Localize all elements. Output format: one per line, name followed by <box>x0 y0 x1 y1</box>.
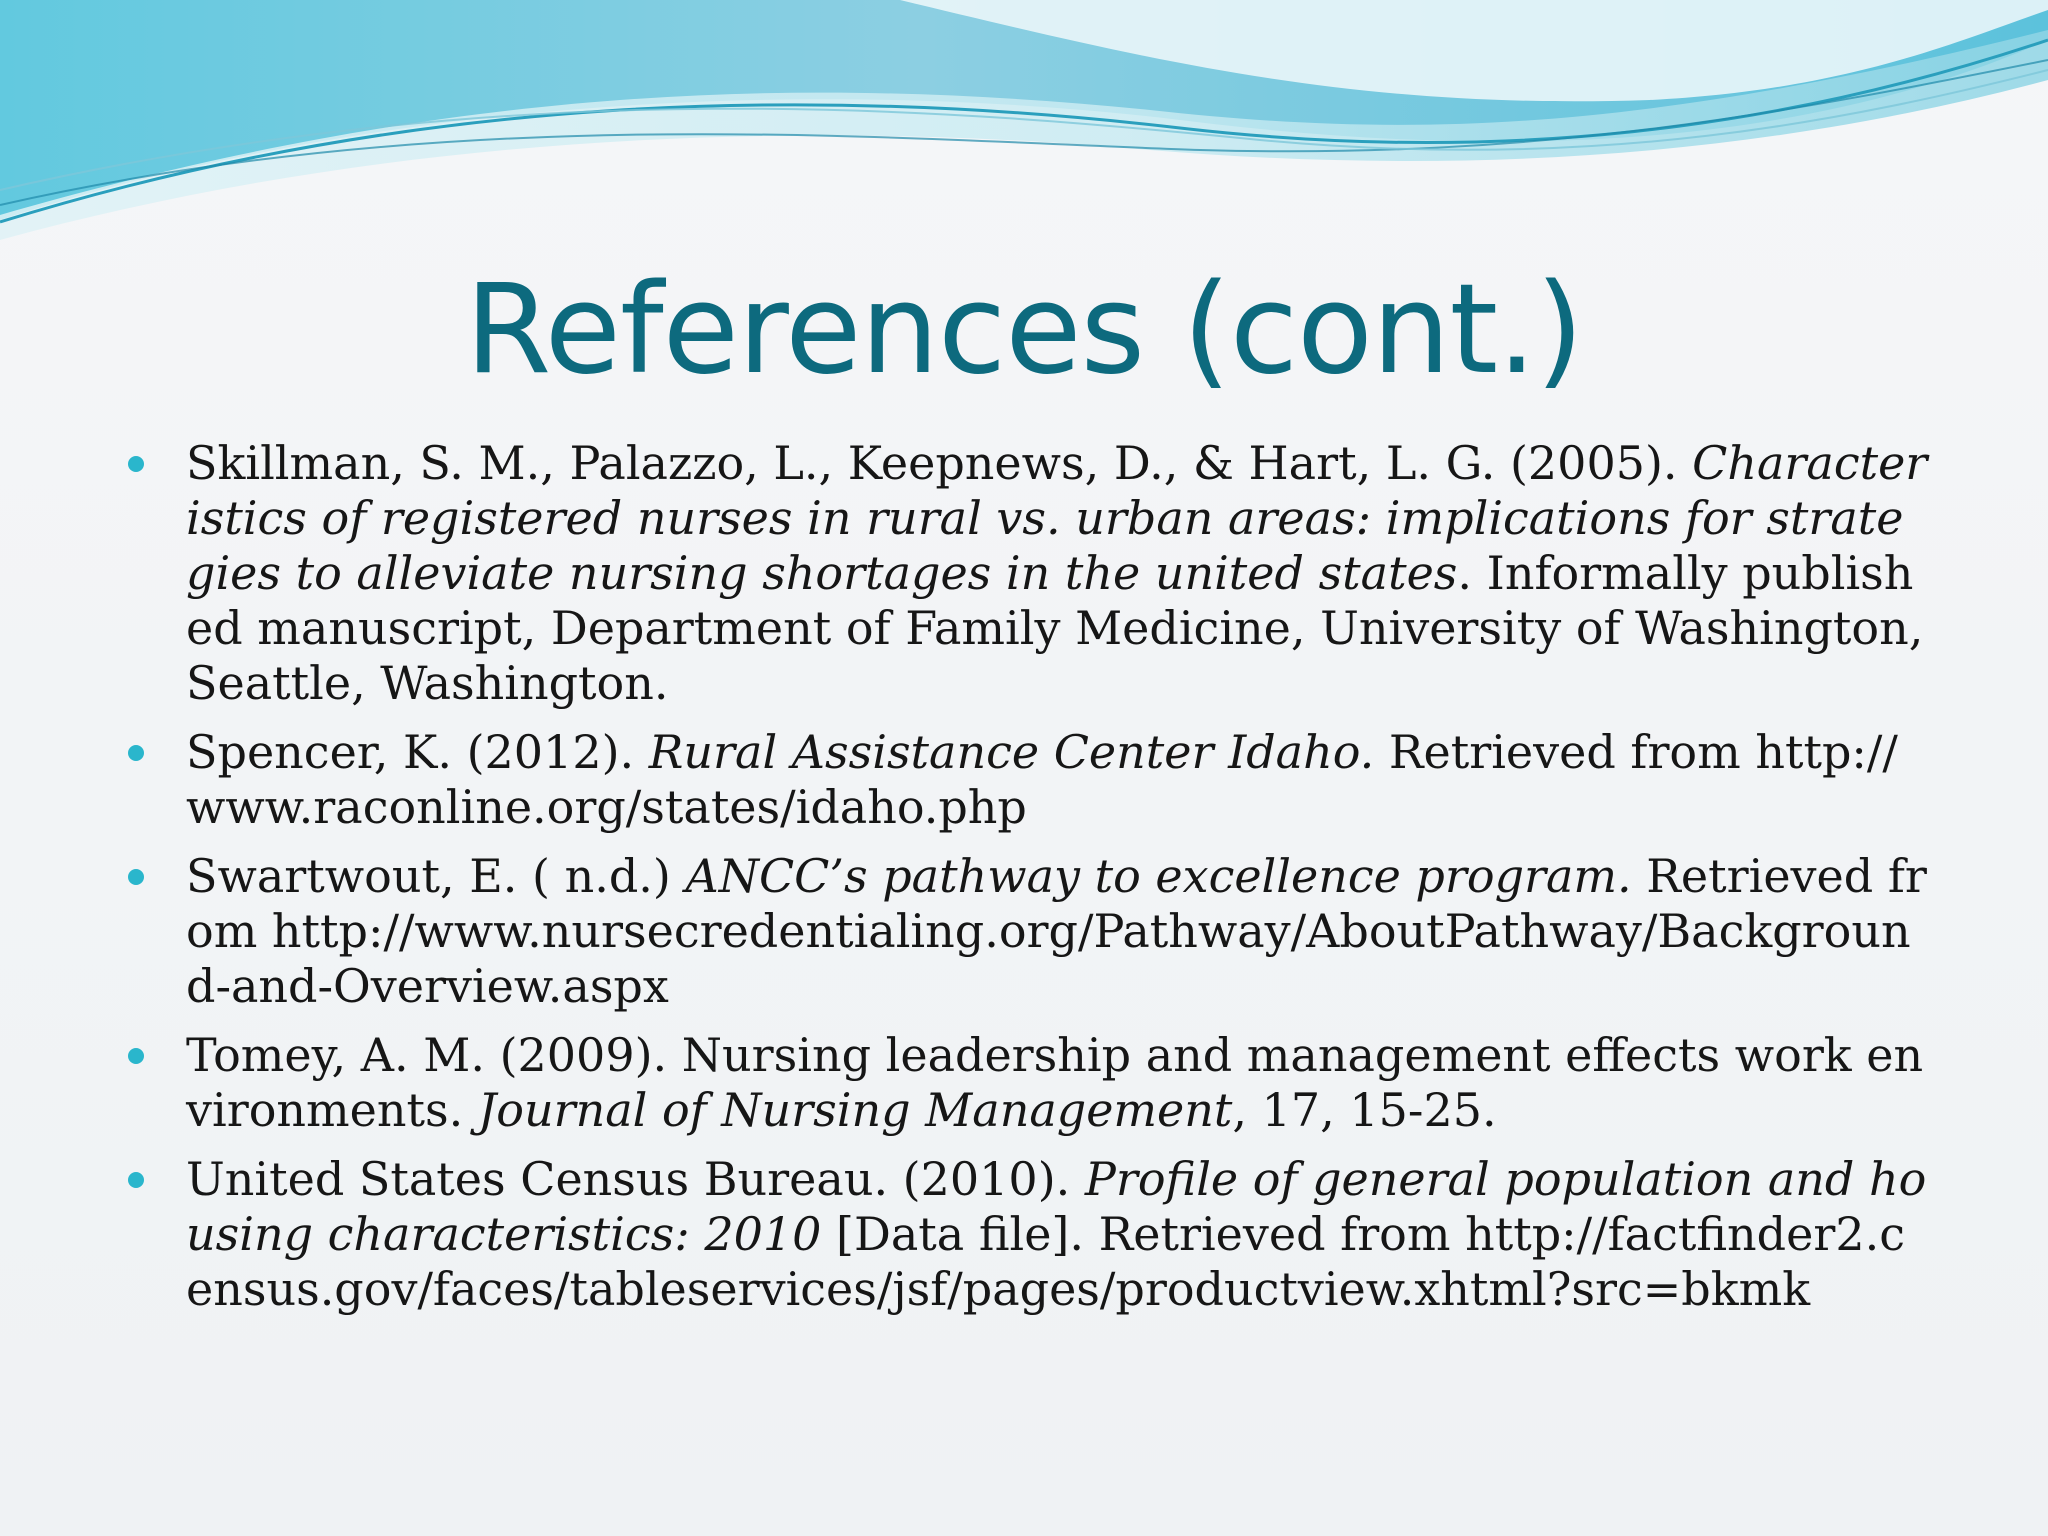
references-list <box>128 436 1928 1331</box>
reference-text: , 17, 15-25. <box>1232 1083 1497 1137</box>
reference-title-italic: Rural Assistance Center Idaho. <box>648 725 1375 779</box>
reference-text: Swartwout, E. ( n.d.) <box>186 849 686 903</box>
bullet-icon <box>128 456 144 472</box>
reference-text: Retrieved from http://www.raconline.org/states/idaho.php <box>186 725 1898 834</box>
reference-text: [Data file]. Retrieved from http://factfinder2.census.gov/faces/tableservices/jsf/pages/productview.xhtml?src=bkmk <box>186 1207 1905 1316</box>
reference-item <box>128 1152 1928 1317</box>
reference-title-italic: ANCC’s pathway to excellence program. <box>685 849 1632 903</box>
reference-text: Spencer, K. (2012). <box>186 725 649 779</box>
reference-text: United States Census Bureau. (2010). <box>186 1152 1085 1206</box>
reference-title-italic: Journal of Nursing Management <box>477 1083 1233 1137</box>
reference-item <box>128 725 1928 835</box>
bullet-icon <box>128 745 144 761</box>
reference-title-italic: Characteristics of registered nurses in rural vs. urban areas: implications for strategies to alleviate nursing shortages in the united states <box>186 436 1928 600</box>
reference-text: . Informally published manuscript, Department of Family Medicine, University of Washington, Seattle, Washington. <box>186 546 1924 710</box>
header-wave-decoration <box>0 0 2048 240</box>
bullet-icon <box>128 869 144 885</box>
slide-title: References (cont.) <box>465 258 1583 402</box>
reference-title-italic: Profile of general population and housing characteristics: 2010 <box>186 1152 1927 1261</box>
reference-item <box>128 436 1928 711</box>
reference-text: Retrieved from http://www.nursecredentialing.org/Pathway/AboutPathway/Background-and-Overview.aspx <box>186 849 1927 1013</box>
reference-text: Skillman, S. M., Palazzo, L., Keepnews, D., & Hart, L. G. (2005). <box>186 436 1693 490</box>
reference-item <box>128 1028 1928 1138</box>
bullet-icon <box>128 1172 144 1188</box>
reference-item <box>128 849 1928 1014</box>
bullet-icon <box>128 1048 144 1064</box>
reference-text: Tomey, A. M. (2009). Nursing leadership and management effects work environments. <box>186 1028 1924 1137</box>
